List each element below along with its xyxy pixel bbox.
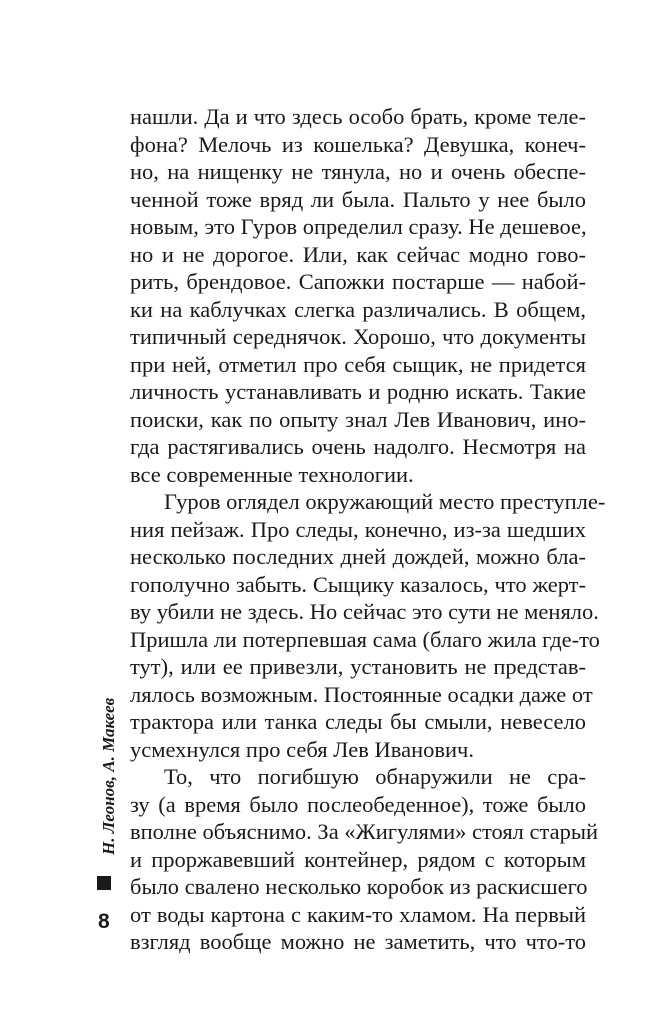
paragraph	[130, 488, 606, 763]
text-line: гополучно забыть. Сыщику казалось, что жерт-	[130, 571, 586, 597]
text-line: ния пейзаж. Про следы, конечно, из-за шедших	[130, 516, 586, 542]
text-line: ву убили не здесь. Но сейчас это сути не меняло.	[130, 599, 599, 624]
text-line: взгляд вообще можно не заметить, что что-то	[130, 929, 586, 954]
text-line: усмехнулся про себя Лев Иванович.	[130, 736, 474, 762]
body-text	[130, 103, 606, 956]
paragraph	[130, 763, 599, 956]
text-line: Гуров оглядел окружающий место преступле-	[164, 489, 606, 514]
text-line: поиски, как по опыту знал Лев Иванович, ино-	[130, 406, 586, 432]
running-head-author: Н. Леонов, А. Макеев	[99, 697, 118, 855]
text-line: ки на каблучках слегка различались. В общем,	[130, 296, 586, 322]
text-line: было свалено несколько коробок из раскисшего	[130, 874, 588, 899]
running-head-marker	[97, 876, 111, 890]
text-line: новым, это Гуров определил сразу. Не дешевое,	[130, 214, 587, 239]
text-line: нашли. Да и что здесь особо брать, кроме теле-	[130, 104, 586, 129]
text-line: все современные технологии.	[130, 461, 414, 487]
paragraph	[130, 103, 586, 488]
text-line: типичный середнячок. Хорошо, что документы	[130, 324, 586, 349]
text-line: и проржавевший контейнер, рядом с которым	[130, 846, 586, 872]
text-line: зу (а время было послеобеденное), тоже было	[130, 791, 586, 817]
text-line: гда растягивались очень надолго. Несмотря на	[130, 434, 586, 459]
text-line: рить, брендовое. Сапожки постарше — набой-	[130, 269, 586, 294]
text-line: Пришла ли потерпевшая сама (благо жила где-то	[130, 626, 600, 652]
text-line: несколько последних дней дождей, можно бла-	[130, 544, 586, 569]
page-number: 8	[98, 910, 110, 933]
text-line: фона? Мелочь из кошелька? Девушка, конеч-	[130, 131, 586, 157]
text-line: тут), или ее привезли, установить не представ-	[130, 654, 586, 679]
text-line: вполне объяснимо. За «Жигулями» стоял старый	[130, 819, 599, 844]
text-line: трактора или танка следы бы смыли, невесело	[130, 709, 586, 734]
text-line: но и не дорогое. Или, как сейчас модно гово-	[130, 241, 586, 267]
text-line: но, на нищенку не тянула, но и очень обеспе-	[130, 159, 586, 184]
text-line: То, что погибшую обнаружили не сра-	[164, 764, 586, 789]
text-line: при ней, отметил про себя сыщик, не придется	[130, 351, 586, 377]
text-line: личность устанавливать и родню искать. Такие	[130, 379, 586, 404]
text-line: ченной тоже вряд ли была. Пальто у нее было	[130, 186, 586, 212]
text-line: лялось возможным. Постоянные осадки даже от	[130, 681, 593, 707]
text-line: от воды картона с каким-то хламом. На первый	[130, 901, 586, 927]
